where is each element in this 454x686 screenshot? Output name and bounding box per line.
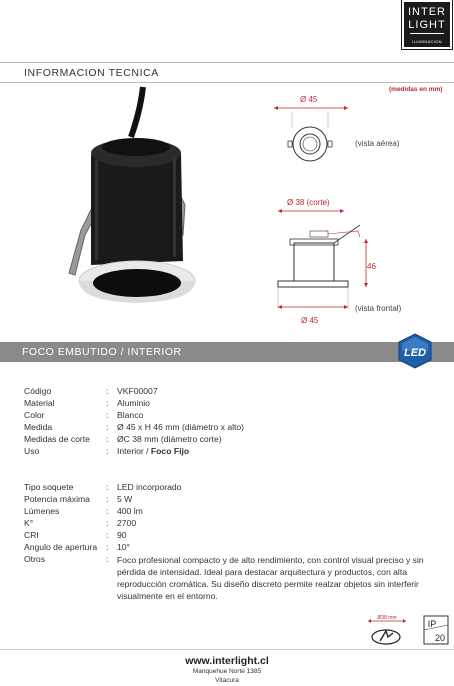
brand-logo: [402, 0, 452, 49]
cut-size-text: Ø38 mm: [377, 615, 397, 621]
led-badge-text: LED: [404, 347, 426, 359]
logo-line-1: INTER: [408, 6, 446, 18]
spec-value: Interior /: [117, 446, 151, 456]
footer: [0, 655, 454, 685]
front-view-label: (vista frontal): [355, 304, 402, 313]
spec-value: Blanco: [117, 410, 144, 420]
ip-bottom-text: 20: [434, 633, 446, 643]
website-link[interactable]: www.interlight.cl: [185, 655, 269, 667]
product-image: [55, 85, 225, 315]
led-badge-icon: [396, 333, 434, 369]
spec-value: LED incorporado: [117, 482, 182, 492]
ip-rating-icon: [423, 615, 449, 645]
footer-divider: [0, 649, 454, 650]
spec-value: Aluminio: [117, 398, 150, 408]
spec-value: VKF00007: [117, 386, 158, 396]
units-note: (medidas en mm): [389, 86, 443, 93]
spec-key: Tipo soquete: [24, 482, 74, 492]
spec-key: Código: [24, 386, 52, 396]
spec-key: Otros: [24, 554, 46, 564]
spec-value: Ø 45 x H 46 mm (diámetro x alto): [117, 422, 245, 432]
spec-description: Foco profesional compacto y de alto rendimiento, con control visual preciso y sin pérdida de intensidad. Ideal para destacar arquitectura y productos, con alta reproducción cromática. Su diseño discreto permite realzar objetos sin interferir visualmente en el entorno.: [117, 555, 424, 601]
spec-key: Material: [24, 398, 55, 408]
spec-key: Medidas de corte: [24, 434, 90, 444]
spec-key: Lúmenes: [24, 506, 60, 516]
logo-line-3: ILUMINACION: [412, 39, 442, 44]
bottom-diameter-label: Ø 45: [301, 316, 319, 325]
height-label: 46: [367, 262, 376, 271]
logo-line-2: LIGHT: [408, 19, 446, 31]
spec-value: 10°: [117, 542, 130, 552]
address-line: Manquehue Norte 1385: [192, 668, 262, 675]
city-line: Vitacura: [215, 677, 239, 684]
spec-key: CRI: [24, 530, 39, 540]
top-diameter-label: Ø 45: [300, 95, 318, 104]
spec-key: Color: [24, 410, 45, 420]
spec-value-bold: Foco Fijo: [150, 446, 190, 456]
cut-diameter-label: Ø 38 (corte): [287, 198, 330, 207]
cut-size-icon: [362, 613, 418, 647]
spec-value: ØC 38 mm (diámetro corte): [117, 434, 222, 444]
spec-value: 400 lm: [117, 506, 143, 516]
spec-key: Uso: [24, 446, 40, 456]
aerial-view-label: (vista aérea): [355, 139, 400, 148]
ip-top-text: IP: [427, 619, 437, 629]
spec-key: K°: [24, 518, 34, 528]
category-banner: [0, 342, 454, 362]
spec-key: Angulo de apertura: [24, 542, 98, 552]
spec-value: 5 W: [117, 494, 133, 504]
spec-value: 90: [117, 530, 127, 540]
top-divider: [0, 62, 454, 63]
spec-key: Medida: [24, 422, 53, 432]
title-divider: [0, 82, 454, 83]
category-title: FOCO EMBUTIDO / INTERIOR: [22, 346, 182, 358]
spec-key: Potencia máxima: [24, 494, 90, 504]
spec-value: 2700: [117, 518, 137, 528]
section-title: INFORMACION TECNICA: [24, 67, 159, 79]
